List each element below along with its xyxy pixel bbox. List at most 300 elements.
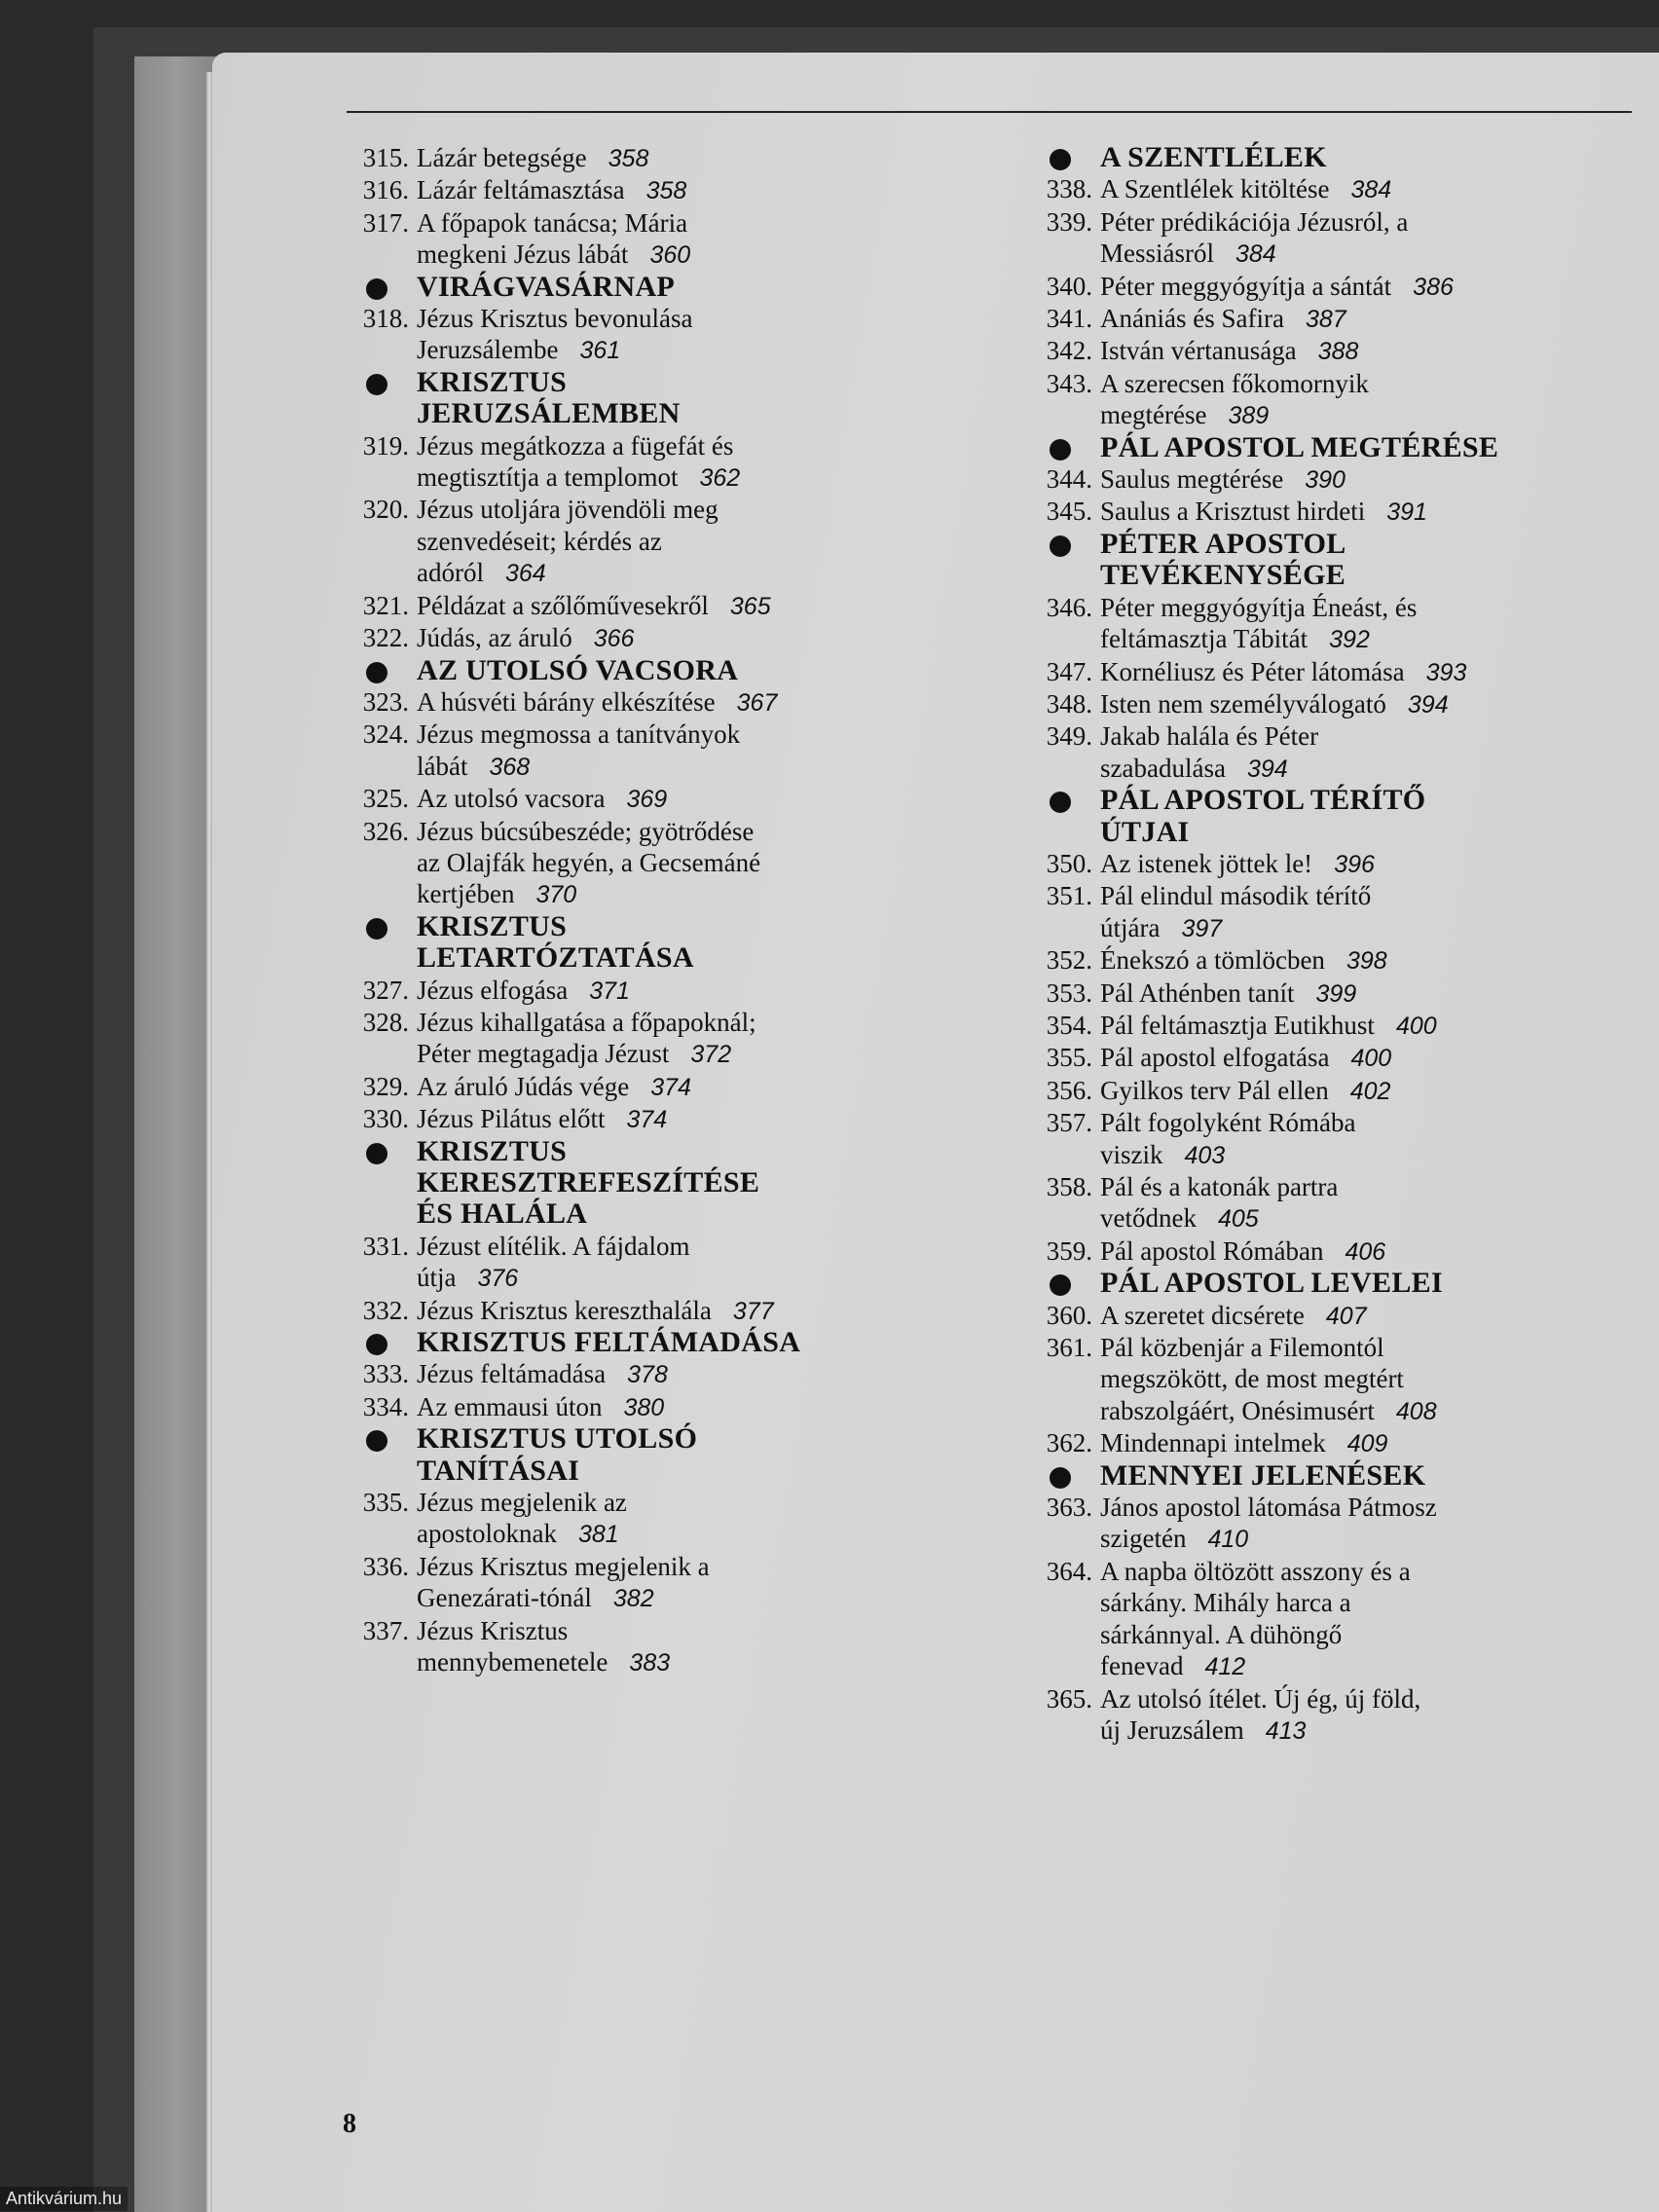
toc-entry: [341, 1615, 944, 1679]
entry-title-text: Mindennapi intelmek: [1100, 1428, 1326, 1458]
entry-page-number: 408: [1395, 1397, 1437, 1425]
entry-title-line: [1100, 496, 1647, 528]
entry-body: [1100, 463, 1647, 496]
entry-page-number: 392: [1329, 626, 1370, 654]
entry-body: [417, 142, 944, 174]
entry-title-line: [1100, 1523, 1647, 1555]
entry-title-line: [417, 1007, 944, 1038]
entry-body: [417, 816, 944, 911]
entry-title-text: Jézus megmossa a tanítványok: [417, 719, 741, 750]
entry-title-text: szenvedéseit; kérdés az: [417, 526, 662, 556]
watermark: Antikvárium.hu: [0, 2187, 128, 2211]
entry-number: 349.: [1046, 721, 1092, 752]
entry-title-line: [1100, 656, 1647, 688]
entry-title-text: Az utolsó ítélet. Új ég, új föld,: [1100, 1683, 1421, 1714]
entry-number: 346.: [1046, 592, 1092, 622]
entry-body: [1100, 1010, 1647, 1042]
section-title: [417, 1327, 944, 1358]
entry-number: 336.: [362, 1551, 409, 1581]
section-heading: [1024, 1460, 1647, 1492]
entry-page-number: 399: [1315, 979, 1357, 1008]
entry-body: [1100, 1107, 1647, 1171]
entry-title-text: Lázár feltámasztása: [417, 175, 625, 205]
section-title: [1100, 1268, 1647, 1299]
page-number: 8: [343, 2109, 356, 2139]
section-title: [1100, 142, 1647, 173]
entry-title-line: [1100, 303, 1647, 335]
entry-page-number: 403: [1184, 1141, 1226, 1169]
bullet-icon: [341, 1136, 417, 1231]
toc-entry: [341, 494, 944, 589]
entry-body: [417, 622, 944, 654]
section-heading: [1024, 1268, 1647, 1299]
entry-title-line: [417, 878, 944, 910]
entry-number: 342.: [1046, 336, 1092, 366]
entry-body: [1100, 271, 1647, 303]
entry-title-text: Az áruló Júdás vége: [417, 1071, 630, 1101]
entry-title-line: [1100, 271, 1647, 303]
entry-title-line: [1100, 720, 1647, 752]
entry-page-number: 407: [1325, 1302, 1367, 1330]
entry-title-line: [1100, 880, 1647, 911]
entry-number: 335.: [362, 1488, 409, 1518]
entry-title-line: [1100, 623, 1647, 655]
entry-title-line: [1100, 1363, 1647, 1394]
entry-title-line: [1100, 1300, 1647, 1332]
entry-title-line: [1100, 399, 1647, 431]
entry-title-text: Jézus utoljára jövendöli meg: [417, 495, 719, 525]
entry-number: 345.: [1046, 497, 1092, 527]
entry-page-number: 358: [645, 177, 687, 205]
entry-body: [1100, 1300, 1647, 1332]
toc-entry: [341, 1487, 944, 1551]
section-title-line: JERUZSÁLEMBEN: [417, 397, 681, 430]
entry-title-text: Júdás, az áruló: [417, 623, 572, 653]
entry-body: [417, 1551, 944, 1615]
entry-title-line: [1100, 1395, 1647, 1427]
entry-number: 325.: [362, 784, 409, 814]
section-title: [1100, 432, 1647, 463]
section-heading: [341, 272, 944, 303]
bullet-icon: [341, 1327, 417, 1358]
entry-number: 364.: [1046, 1556, 1092, 1586]
entry-title-line: [417, 590, 944, 622]
entry-title-line: [417, 239, 944, 271]
entry-number: 326.: [362, 816, 409, 846]
entry-page-number: 388: [1317, 338, 1359, 366]
entry-number: 352.: [1046, 945, 1092, 976]
entry-page-number: 382: [612, 1585, 654, 1613]
bullet-icon: [1024, 529, 1100, 592]
entry-title-text: István vértanusága: [1100, 336, 1297, 366]
entry-title-text: Jézus megjelenik az: [417, 1488, 627, 1518]
entry-page-number: 367: [736, 688, 778, 717]
entry-page-number: 398: [1346, 947, 1387, 976]
toc-entry: [1024, 1075, 1647, 1107]
entry-title-text: Pál apostol Rómában: [1100, 1235, 1324, 1266]
entry-title-line: [1100, 368, 1647, 399]
entry-title-line: [1100, 173, 1647, 205]
toc-entry: [1024, 496, 1647, 528]
entry-title-line: [1100, 1171, 1647, 1202]
entry-title-line: [417, 783, 944, 815]
entry-title-line: [1100, 1235, 1647, 1268]
entry-body: [417, 1358, 944, 1390]
entry-number: 334.: [362, 1391, 409, 1421]
entry-title-line: [1100, 592, 1647, 623]
entry-title-text: sárkány. Mihály harca a: [1100, 1588, 1351, 1618]
entry-number: 323.: [362, 686, 409, 717]
bullet-icon: [1024, 142, 1100, 173]
entry-page-number: 369: [626, 786, 668, 814]
entry-title-text: rabszolgáért, Onésimusért: [1100, 1395, 1375, 1425]
section-title-line: PÁL APOSTOL MEGTÉRÉSE: [1100, 430, 1499, 463]
entry-title-text: A szeretet dicsérete: [1100, 1300, 1305, 1330]
entry-number: 355.: [1046, 1043, 1092, 1073]
entry-title-line: [1100, 1139, 1647, 1171]
entry-title-text: szabadulása: [1100, 753, 1226, 783]
entry-title-text: Jézust elítélik. A fájdalom: [417, 1231, 690, 1261]
entry-body: [1100, 368, 1647, 432]
entry-number: 317.: [362, 207, 409, 238]
entry-body: [1100, 335, 1647, 367]
section-title-line: KRISZTUS: [417, 365, 568, 398]
toc-entry: [341, 622, 944, 654]
toc-entry: [1024, 335, 1647, 367]
entry-page-number: 396: [1334, 850, 1375, 878]
entry-number: 360.: [1046, 1300, 1092, 1330]
entry-title-line: [417, 526, 944, 557]
entry-title-line: [417, 1615, 944, 1646]
section-title-line: MENNYEI JELENÉSEK: [1100, 1458, 1426, 1492]
entry-number: 328.: [362, 1007, 409, 1037]
entry-title-line: [417, 557, 944, 589]
entry-page-number: 405: [1217, 1205, 1259, 1234]
entry-number: 340.: [1046, 271, 1092, 301]
entry-title-line: [417, 430, 944, 461]
entry-title-line: [1100, 1650, 1647, 1682]
entry-page-number: 371: [589, 977, 630, 1005]
entry-number: 365.: [1046, 1683, 1092, 1714]
bullet-icon: [341, 272, 417, 303]
entry-title-text: Jézus kihallgatása a főpapoknál;: [417, 1007, 756, 1037]
toc-entry: [1024, 656, 1647, 688]
entry-body: [1100, 1492, 1647, 1556]
entry-title-line: [417, 622, 944, 654]
entry-number: 354.: [1046, 1010, 1092, 1040]
bullet-icon: [1024, 432, 1100, 463]
entry-body: [417, 174, 944, 206]
entry-title-text: Anániás és Safira: [1100, 304, 1284, 334]
toc-entry: [1024, 1683, 1647, 1748]
entry-page-number: 377: [732, 1297, 774, 1325]
toc-entry: [1024, 592, 1647, 656]
entry-title-line: [1100, 1492, 1647, 1523]
section-title-line: PÁL APOSTOL LEVELEI: [1100, 1267, 1443, 1300]
entry-title-line: [1100, 1683, 1647, 1714]
section-title: [1100, 529, 1647, 592]
entry-title-text: Isten nem személyválogató: [1100, 688, 1386, 719]
entry-title-line: [417, 719, 944, 750]
entry-title-text: János apostol látomása Pátmosz: [1100, 1493, 1437, 1523]
entry-title-line: [417, 1103, 944, 1135]
toc-entry: [341, 1071, 944, 1103]
entry-page-number: 397: [1181, 914, 1223, 942]
toc-entry: [341, 783, 944, 815]
entry-title-line: [1100, 335, 1647, 367]
entry-title-line: [417, 1551, 944, 1582]
toc-entry: [1024, 303, 1647, 335]
entry-title-text: A szerecsen főkomornyik: [1100, 368, 1369, 398]
section-heading: [341, 1423, 944, 1487]
entry-number: 358.: [1046, 1172, 1092, 1201]
toc-entry: [341, 207, 944, 272]
entry-number: 348.: [1046, 688, 1092, 719]
entry-page-number: 406: [1345, 1237, 1386, 1266]
entry-title-line: [417, 847, 944, 878]
section-title: [417, 1136, 944, 1231]
toc-entry: [341, 1358, 944, 1390]
entry-page-number: 410: [1207, 1526, 1249, 1554]
entry-page-number: 387: [1305, 306, 1346, 334]
entry-page-number: 394: [1407, 690, 1449, 719]
entry-title-line: [417, 174, 944, 206]
entry-body: [417, 1103, 944, 1135]
entry-title-text: Jézus megátkozza a fügefát és: [417, 430, 734, 461]
entry-body: [1100, 206, 1647, 271]
entry-body: [1100, 1556, 1647, 1683]
entry-title-line: [417, 686, 944, 719]
entry-body: [417, 303, 944, 367]
entry-body: [1100, 1235, 1647, 1268]
entry-title-line: [1100, 944, 1647, 977]
entry-page-number: 365: [729, 592, 771, 620]
entry-page-number: 412: [1204, 1653, 1246, 1681]
entry-page-number: 361: [579, 337, 621, 365]
entry-title-text: apostoloknak: [417, 1519, 557, 1549]
entry-title-text: sárkánnyal. A dühöngő: [1100, 1619, 1343, 1649]
entry-page-number: 383: [629, 1649, 671, 1677]
entry-number: 337.: [362, 1615, 409, 1645]
entry-body: [417, 1487, 944, 1551]
toc-entry: [1024, 848, 1647, 880]
entry-number: 339.: [1046, 206, 1092, 237]
entry-title-line: [1100, 1332, 1647, 1363]
entry-title-line: [1100, 1042, 1647, 1074]
entry-title-line: [1100, 977, 1647, 1010]
entry-number: 327.: [362, 975, 409, 1005]
entry-body: [1100, 656, 1647, 688]
entry-number: 363.: [1046, 1493, 1092, 1523]
entry-title-text: Jézus elfogása: [417, 975, 569, 1005]
toc-entry: [1024, 206, 1647, 271]
entry-title-text: Pál Athénben tanít: [1100, 977, 1295, 1008]
section-title-line: KERESZTREFESZÍTÉSE: [417, 1166, 760, 1198]
entry-title-line: [1100, 1107, 1647, 1138]
toc-entry: [341, 430, 944, 495]
entry-title-line: [417, 1038, 944, 1070]
entry-page-number: 378: [627, 1361, 668, 1389]
entry-body: [1100, 720, 1647, 785]
entry-title-text: Példázat a szőlőművesekről: [417, 590, 709, 620]
section-title-line: AZ UTOLSÓ VACSORA: [417, 653, 739, 686]
toc-entry: [1024, 944, 1647, 977]
section-title-line: TANÍTÁSAI: [417, 1454, 580, 1487]
entry-page-number: 366: [593, 625, 635, 653]
entry-page-number: 368: [489, 753, 531, 781]
entry-number: 324.: [362, 719, 409, 750]
bullet-icon: [341, 1423, 417, 1487]
entry-number: 362.: [1046, 1428, 1092, 1458]
toc-entry: [1024, 880, 1647, 944]
entry-page-number: 413: [1265, 1716, 1307, 1745]
entry-number: 316.: [362, 175, 409, 205]
toc-right-column: [1024, 142, 1647, 1747]
entry-page-number: 374: [650, 1073, 691, 1101]
entry-number: 341.: [1046, 304, 1092, 334]
toc-entry: [341, 303, 944, 367]
toc-entry: [1024, 271, 1647, 303]
section-title-line: KRISZTUS: [417, 909, 568, 942]
entry-body: [417, 1231, 944, 1295]
entry-title-text: adóról: [417, 558, 484, 588]
entry-title-text: útja: [417, 1263, 457, 1293]
entry-body: [417, 686, 944, 719]
entry-body: [417, 1391, 944, 1423]
entry-title-text: Genezárati-tónál: [417, 1583, 592, 1613]
entry-title-line: [1100, 1619, 1647, 1650]
toc-entry: [1024, 1492, 1647, 1556]
entry-number: 359.: [1046, 1235, 1092, 1266]
entry-title-line: [417, 1487, 944, 1518]
entry-number: 351.: [1046, 881, 1092, 911]
entry-number: 315.: [362, 143, 409, 172]
section-title: [417, 367, 944, 430]
toc-entry: [341, 1295, 944, 1327]
entry-title-text: új Jeruzsálem: [1100, 1714, 1244, 1745]
entry-title-text: Messiásról: [1100, 239, 1214, 269]
entry-number: 361.: [1046, 1333, 1092, 1363]
entry-number: 332.: [362, 1295, 409, 1325]
entry-number: 319.: [362, 430, 409, 461]
section-heading: [1024, 432, 1647, 463]
entry-number: 347.: [1046, 656, 1092, 686]
entry-number: 331.: [362, 1231, 409, 1261]
entry-body: [1100, 592, 1647, 656]
entry-number: 320.: [362, 495, 409, 525]
section-title: [417, 1423, 944, 1487]
entry-title-line: [417, 1295, 944, 1327]
entry-title-line: [417, 816, 944, 847]
entry-title-text: Pál közbenjár a Filemontól: [1100, 1333, 1384, 1363]
entry-body: [1100, 173, 1647, 205]
entry-body: [1100, 1075, 1647, 1107]
toc-entry: [341, 174, 944, 206]
entry-title-line: [417, 1231, 944, 1262]
entry-title-text: A Szentlélek kitöltése: [1100, 174, 1330, 204]
entry-page-number: 372: [690, 1041, 732, 1069]
entry-title-text: Jeruzsálembe: [417, 335, 559, 365]
entry-title-line: [1100, 463, 1647, 496]
section-heading: [341, 911, 944, 975]
entry-title-text: Jézus Krisztus bevonulása: [417, 304, 693, 334]
entry-title-text: kertjében: [417, 879, 515, 909]
entry-page-number: 393: [1425, 658, 1467, 686]
entry-title-line: [417, 1391, 944, 1423]
bullet-icon: [1024, 1268, 1100, 1299]
section-title-line: KRISZTUS: [417, 1134, 568, 1167]
entry-body: [1100, 1042, 1647, 1074]
entry-title-line: [417, 334, 944, 366]
entry-title-line: [1100, 1556, 1647, 1587]
entry-title-text: Jézus Krisztus: [417, 1615, 569, 1645]
entry-page-number: 400: [1350, 1045, 1392, 1073]
section-title-line: KRISZTUS FELTÁMADÁSA: [417, 1326, 801, 1359]
entry-body: [417, 1071, 944, 1103]
toc-entry: [1024, 1300, 1647, 1332]
bullet-icon: [341, 911, 417, 975]
section-title-line: ÉS HALÁLA: [417, 1198, 588, 1231]
toc-entry: [1024, 688, 1647, 720]
toc-entry: [341, 816, 944, 911]
toc-entry: [341, 1231, 944, 1295]
toc-entry: [341, 1103, 944, 1135]
entry-body: [417, 783, 944, 815]
entry-body: [1100, 1683, 1647, 1748]
toc-entry: [1024, 1556, 1647, 1683]
section-title-line: LETARTÓZTATÁSA: [417, 941, 694, 975]
section-heading: [1024, 142, 1647, 173]
toc-entry: [341, 590, 944, 622]
entry-page-number: 362: [699, 464, 741, 493]
entry-title-text: Saulus a Krisztust hirdeti: [1100, 497, 1366, 527]
entry-title-text: A húsvéti bárány elkészítése: [417, 686, 716, 717]
entry-title-line: [417, 1071, 944, 1103]
bullet-icon: [1024, 1460, 1100, 1492]
entry-title-text: Péter meggyógyítja Éneást, és: [1100, 592, 1418, 622]
entry-body: [1100, 1332, 1647, 1427]
entry-title-text: Péter megtagadja Jézust: [417, 1039, 670, 1069]
section-heading: [341, 655, 944, 686]
section-title-line: VIRÁGVASÁRNAP: [417, 270, 676, 303]
entry-title-line: [417, 1358, 944, 1390]
section-title-line: TEVÉKENYSÉGE: [1100, 559, 1346, 592]
entry-page-number: 360: [649, 241, 691, 270]
entry-body: [417, 590, 944, 622]
entry-number: 338.: [1046, 174, 1092, 204]
entry-title-text: Jézus Krisztus kereszthalála: [417, 1295, 712, 1325]
entry-page-number: 391: [1386, 498, 1427, 527]
entry-title-text: vetődnek: [1100, 1203, 1197, 1234]
entry-body: [1100, 1171, 1647, 1235]
entry-body: [1100, 303, 1647, 335]
toc-entry: [341, 142, 944, 174]
toc-entry: [341, 1551, 944, 1615]
entry-page-number: 384: [1235, 240, 1276, 269]
entry-title-text: viszik: [1100, 1139, 1163, 1169]
entry-title-text: Az emmausi úton: [417, 1391, 603, 1421]
entry-page-number: 384: [1350, 176, 1392, 204]
entry-number: 330.: [362, 1104, 409, 1134]
entry-title-text: A főpapok tanácsa; Mária: [417, 207, 688, 238]
entry-title-text: Jakab halála és Péter: [1100, 721, 1319, 752]
entry-page-number: 402: [1349, 1077, 1391, 1105]
entry-page-number: 394: [1246, 755, 1288, 783]
entry-title-text: Énekszó a tömlöcben: [1100, 945, 1325, 976]
toc-entry: [1024, 977, 1647, 1010]
section-heading: [341, 367, 944, 430]
entry-page-number: 370: [535, 881, 577, 909]
